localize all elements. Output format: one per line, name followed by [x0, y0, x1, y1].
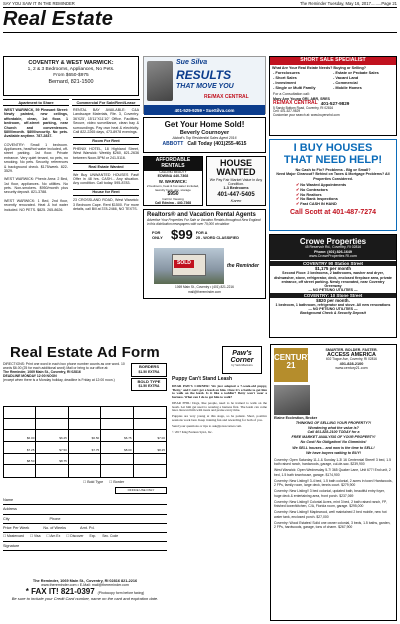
paws-body1: DEAR PAW'S CORNER: We just adopted a 7-week-old puppy, 'Betty,' and I can't get a leash on him. Once it's a battle to get him to walk on the leash. Is it like a toddler? Betty won't wear a harness. What can I do to get him to walk? — [172, 383, 267, 400]
sue-silva-ad — [143, 56, 266, 114]
realtors-title: Realtors® and Vacation Rental Agents — [147, 212, 256, 218]
room-for-rent-heading: Room For Rent — [73, 137, 139, 145]
short-sale-question: What Are Your Real Estate Needs? Buying or Selling? — [272, 65, 366, 70]
affordable-sub: CALLING BEAUTY — [159, 169, 187, 174]
buy-houses-q2: Need Major Cleanout? Behind on Taxes & Mortgage Problems? All Properties Considered. — [276, 172, 390, 181]
coventry-line1: 1, 2 & 3 Bedrooms, Appliances, No Pets. — [27, 67, 115, 73]
word-cell[interactable] — [101, 407, 133, 419]
affordable-title: AFFORDABLE RENTALS — [144, 157, 202, 171]
sold-sign: SOLD — [174, 260, 194, 268]
nocost-text: No Cost! No Obligation! No Gimmicks! — [300, 439, 367, 444]
beverly-headline: Get Your Home Sold! — [164, 120, 245, 129]
short-sale-office: Cell: 401-527-9829 — [273, 109, 301, 114]
word-cell[interactable] — [101, 419, 133, 431]
buy-houses-q: No Cash to Fix? Problems - Big or Small? — [295, 168, 371, 173]
crowe-pets2: — NO PETS/NO UTILITIES — — [308, 307, 358, 312]
results-tag: THAT MOVE YOU — [176, 83, 234, 90]
crowe-listing2: COVENTRY: 10 Stone Street — [270, 293, 396, 298]
list-item: - Short Sales — [273, 75, 297, 81]
crowe-phone: Phone: (401) 826-1649 — [314, 250, 352, 255]
broker-photo — [274, 385, 310, 415]
buy-houses-line2: THAT NEED HELP! — [283, 153, 383, 166]
word-cell[interactable] — [4, 430, 36, 442]
city-phone-row[interactable]: City Phone — [3, 515, 167, 524]
paws-logo — [222, 346, 262, 374]
buy-houses-list — [270, 181, 396, 210]
word-cell[interactable] — [36, 407, 68, 419]
address-field[interactable]: Address — [3, 505, 167, 514]
word-cell[interactable] — [4, 442, 36, 454]
house-wanted-name: Karen — [230, 197, 242, 203]
affordable-agent: EDWINA 440-7368 — [157, 174, 189, 179]
name-field[interactable]: Name — [3, 496, 167, 505]
crowe-price1: $1,175 per month — [314, 266, 352, 272]
beverly-sub: Abbott's Top Residential Sales Agent 2016 — [172, 135, 237, 140]
crowe-address: 45 Reservoir Rd., Coventry, RI 02816 — [304, 245, 362, 250]
short-sale-address: 5 Sandy Bottom Road, Coventry, RI 02816 — [273, 105, 334, 110]
border-checkbox[interactable]: ☐ Border — [109, 480, 125, 484]
list-item: - Investment — [273, 79, 296, 85]
paws-body2: DEAR PHIL: Dogs, like people, need to be trained to walk on the leash. Let him get used to wearing a harness first. The leash can come later. Reward him with treats and praise every time. — [172, 400, 267, 413]
check-icon: ✔ — [296, 187, 301, 192]
buy-houses-call: Call Scott at 401-487-7274 — [290, 209, 376, 217]
house-wanted-title: HOUSE WANTED — [216, 158, 256, 177]
classified-ad: 23 CROSSLAND ROAD, West Warwick: 3 Bedroom Cape. Rent $1500. For more details, call Bill at 378-2466, NO TEXTS. — [73, 198, 139, 212]
list-item: ✔ No Contractors — [296, 187, 328, 192]
form-footer-web: www.thereminder.com • E-Mail: mail@thereminder.com — [41, 583, 129, 588]
paws-title: Paw's Corner — [230, 350, 254, 364]
ad-form-accept: (except when there is a Monday holiday, deadline is Friday at 12:00 noon.) — [3, 377, 115, 382]
listing-item: Coventry: New Listing!! Colonial Acres, mint 3 bed, 2 bath raised ranch, FP, finished lower/kitchen, C/A, Florida room, garage. $295,000 — [274, 499, 387, 509]
listing-item: Coventry: New Listing!! 3-4 bed, 1.5 bath colonial, 2 acres in town! Hardwoods, 2 FPs, family room, large deck, tennis court. $279,900 — [274, 478, 393, 488]
page-title: Real Estate — [3, 8, 114, 30]
commercial-heading: Commercial For Sale/Rent/Lease — [72, 99, 140, 106]
paws-corner — [172, 346, 267, 621]
borders-option: BORDERS $1.50 EXTRA — [131, 363, 167, 377]
classified-ad: COVENTRY: Small 1 bedroom. Appliances, heat/hot water included, off-street parking. 1st floor. Private entrance. Very quiet tenant, no pets, no smoking. No pets. Security, references & background check. $175/week. 822-3529. — [4, 142, 68, 173]
header-left: SAY YOU SAW IT IN THE REMINDER — [3, 1, 75, 6]
list-item: ✔ No Wasted Appointments — [296, 182, 347, 187]
form-footer-address: The Reminder, 1069 Main St., Coventry, RI 02816 821-2216 — [32, 579, 138, 583]
crowe-detail2: 1 bedroom, 1 bathroom, refrigerator and stove. All new renovations — [275, 303, 391, 308]
list-item: ✔ Fast CASH IN HAND — [296, 202, 337, 207]
buy-houses-line1: I BUY HOUSES — [293, 142, 373, 154]
paws-body4: Send your questions or tips to ask@pawscorner.com. — [172, 423, 242, 428]
col2-ads — [73, 108, 139, 212]
word-cell[interactable] — [4, 454, 36, 466]
word-cell[interactable] — [4, 465, 36, 477]
word-cell[interactable] — [36, 430, 68, 442]
beverly-name: Beverly Cournoyer — [179, 130, 230, 137]
word-cell[interactable] — [101, 430, 133, 442]
house-wanted-ad — [206, 156, 266, 206]
house-wanted-line1: We Pay Fair Market Value in Any Condition. — [209, 178, 263, 187]
word-cell[interactable] — [101, 465, 133, 477]
crowe-web: www.CroweProperties RI.com — [309, 254, 357, 259]
affordable-rentals-ad — [143, 156, 203, 206]
century21-office: ACCESS AMERICA — [327, 352, 376, 359]
wonder-text: Wondering what the value is? — [308, 425, 359, 430]
crowe-price2: $820 per month. — [316, 298, 350, 304]
word-cell[interactable] — [134, 465, 166, 477]
realtors-words: 25 - WORD CLASSIFIED — [195, 235, 239, 240]
century21-logo: CENTURY 21 — [274, 348, 308, 382]
price-label: $6.00 — [26, 436, 35, 441]
check-icon: ✔ — [296, 192, 301, 197]
word-cell[interactable] — [4, 419, 36, 431]
bold-type-option: BOLD TYPE $1.50 EXTRA — [131, 378, 167, 392]
page-header — [3, 1, 397, 8]
crowe-bg: Background Check & Security Deposit — [300, 311, 366, 316]
list-item: - Vacant Land — [333, 75, 359, 81]
coventry-title: COVENTRY & WEST WARWICK: — [28, 60, 114, 66]
agent-name: Sue Silva — [176, 59, 208, 66]
buyers-text: We have buyers waiting to BUY! — [306, 451, 361, 456]
classified-ad: RENTAL BAY AVAILABLE: C&A Landscape Materials, Rte. 3, Coventry. 36'X25', 15'11"X11'10" Office. Facilities. Secure, video surveillance, clean bay & surroundings. Pay own heat & electricity. Call 822-2265 days, 473-8978 evenings. — [73, 108, 139, 134]
ad-form-directions: DIRECTIONS: Print one word in each box phone number counts as one word. 10 words $6.00 (25 for each additional word) Mail or bring to our office at: — [3, 362, 125, 371]
price-label: $8.75 — [59, 459, 67, 464]
century21-address: 602 Tiogue Ave, Coventry, RI 02816 — [326, 357, 377, 362]
price-label: $7.00 — [157, 436, 165, 441]
short-sale-heading: SHORT SALE SPECIALIST — [270, 57, 396, 65]
word-cell[interactable] — [4, 407, 36, 419]
agent-photo — [147, 61, 173, 101]
free-text: FREE MARKET ANALYSIS OF YOUR PROPERTY! — [291, 435, 376, 440]
classified-ad: We Buy UNWANTED HOUSES Fast! Offer in 48 hrs. CASH... Any situation. Any condition. Call today. 595-8783. — [73, 172, 139, 186]
list-item: - Commercial — [333, 79, 358, 85]
short-sale-list — [270, 71, 396, 91]
buy-houses-ad — [269, 139, 397, 231]
apartment-to-share-heading: Apartment to Share — [3, 99, 69, 106]
remax-logo: RE/MAX CENTRAL — [204, 94, 249, 100]
short-sale-ad — [269, 56, 397, 136]
price-label: $7.50 — [59, 447, 67, 452]
crowe-detail1: Second Floor: 2 bedrooms, 2 bathrooms, washer and dryer, dishwasher, stove, refrigerator, deck, enclosed fireplace area, private entrance, off street parking. Newly renovated, near Coventry Greenway — [274, 271, 392, 288]
century21-web: www.century21.com — [335, 366, 368, 371]
house-wanted-line2: 1-3 Bedrooms — [223, 186, 249, 191]
realtors-address: 1069 Main St., Coventry • (401) 821-2216 — [175, 285, 234, 289]
word-cell[interactable] — [69, 465, 101, 477]
crowe-ad — [269, 234, 397, 338]
word-cell[interactable] — [36, 419, 68, 431]
word-cell[interactable] — [69, 430, 101, 442]
check-icon: ✔ — [296, 202, 301, 207]
realtors-price: $99 — [171, 227, 193, 243]
beverly-phone: Call Today (401)255-4615 — [187, 141, 247, 148]
century21-listings — [271, 456, 396, 532]
thinking-text: THINKING OF SELLING YOUR PROPERTY?! — [295, 421, 372, 426]
list-item: ✔ No Realtors — [296, 192, 322, 197]
call-text: Call 401-828-2100 TODAY for a — [307, 430, 360, 435]
affordable-price: $950 — [167, 191, 179, 198]
coventry-line3: Bernard, 821-1500 — [48, 79, 94, 86]
coventry-line2: From $650-$975 — [53, 72, 89, 78]
word-cell[interactable] — [101, 454, 133, 466]
century21-phone: 401-828-2100 — [339, 362, 364, 366]
realtors-sub: Advertise Your Properties For Sale or Vacation Rentals throughout New England in this distribution newspapers with over 79,000 circulation — [147, 217, 261, 226]
realtors-for-only: FOR ONLY — [152, 230, 163, 240]
bold-type-checkbox[interactable]: ☐ Bold Type — [83, 480, 104, 484]
title-rule — [3, 32, 397, 33]
crowe-pets1: — NO PETS/NO UTILITIES — — [308, 287, 358, 292]
ad-form — [3, 344, 167, 621]
price-label: $7.25 — [26, 447, 35, 452]
classified-ad: WEST WARWICK, 59 Pleasant Street: Newly painted, new ceilings, affordable, clean, 1st floor, 1 bedroom, off-street parking, near Church and conveniences. $800/month. $800/security. No pets. Available anytime. 787-2837. — [4, 108, 68, 139]
short-sale-web: Customize your search at: www.buyersrhd.com — [273, 113, 340, 118]
abbott-logo: ABBOTT — [162, 141, 184, 148]
coventry-ad — [3, 56, 139, 96]
office-use-only: OFFICE USE ONLY — [115, 487, 167, 494]
word-cell[interactable] — [101, 442, 133, 454]
check-icon: ✔ — [296, 197, 301, 202]
word-cell[interactable] — [36, 465, 68, 477]
realtors-for-a: FOR A — [195, 231, 208, 236]
word-cell[interactable] — [134, 430, 166, 442]
real-estate-wanted-heading: Real Estate Wanted — [73, 163, 139, 171]
price-label: $6.50 — [91, 436, 100, 441]
price-label: $8.00 — [124, 447, 132, 452]
reminder-logo: the Reminder — [227, 263, 259, 269]
house-photo — [154, 248, 224, 284]
ad-form-title: Real Estate Ad Form — [10, 344, 160, 361]
fax-text: * FAX IT! 821-0397 — [25, 587, 95, 597]
word-cell[interactable] — [69, 407, 101, 419]
price-label: $8.25 — [157, 447, 165, 452]
header-right: The Reminder Tuesday, May 16, 2017.........Page 21 — [300, 1, 397, 6]
beverly-ad — [143, 117, 266, 153]
check-icon: ✔ — [296, 182, 301, 187]
affordable-w-title: W. WARWICK: — [158, 179, 188, 185]
consult-agent: Mary Ann Young GRI, ABR, SRES — [273, 96, 330, 101]
ad-form-address: The Reminder, 1069 Main St., Coventry, RI 02816 — [3, 370, 81, 375]
remax-central-logo: RE/MAX CENTRAL — [273, 99, 318, 106]
results-text: RESULTS — [176, 68, 232, 82]
word-cell[interactable] — [69, 419, 101, 431]
price-label: $7.75 — [91, 447, 100, 452]
house-for-rent-heading: House for Rent — [73, 189, 139, 197]
listing-item: Coventry: Wood Estates! Solid one owner colonial, 3 beds, 1.5 baths, garden, 2 FPs, hardwoods, garage, tons of charm. $267,900 — [274, 520, 391, 530]
sell-text: We SELL houses... and now is the time to SELL! — [292, 446, 375, 451]
price-label: $6.25 — [59, 436, 67, 441]
word-cell[interactable] — [69, 442, 101, 454]
word-cell[interactable] — [134, 454, 166, 466]
century21-tag: SMARTER. BOLDER. FASTER. — [325, 348, 378, 352]
word-cell[interactable] — [36, 454, 68, 466]
listing-item: Coventry: New Listing!! 3 bed colonial, updated bath, beautiful entry foyer, huge deck & entertaining area, front porch. $237,069 — [274, 489, 385, 498]
word-grid[interactable] — [3, 406, 167, 478]
affordable-w-line: 2 bedroom, heat & hot water included, laundry hook ups, storage — [146, 184, 200, 192]
agent-phone: 401-529-9259 • SueSilva.com — [144, 105, 265, 115]
paws-headline: Puppy Can't Stand Leash — [172, 376, 233, 382]
signature-field[interactable]: Signature — [3, 542, 167, 551]
listing-item: Coventry: Open Saturday 11-1 & Sunday 1-3! 16 Centennial Street! 3 bed, 1.5 bath raised ranch, hardwoods, garage, cul-de-sac. $239,900 — [274, 457, 391, 467]
crowe-listing1: COVENTRY 90 Station Street — [270, 261, 396, 266]
word-cell[interactable] — [134, 407, 166, 419]
realtors-email: mail@thereminder.com — [188, 290, 221, 294]
realtors-ad — [143, 209, 266, 299]
house-wanted-phone: 401-447-5405 — [217, 191, 255, 198]
word-cell[interactable] — [134, 442, 166, 454]
consult-cell: 401-527-9829 — [320, 101, 350, 107]
list-item: - Mobile Homes — [333, 84, 362, 90]
listing-item: West Warwick: Open Wednesday 5-7! 365 Quaker Lane, Unit 677! End unit, 2 bed, 1.5 bath townhouse, garage. $174,900 — [274, 468, 391, 477]
affordable-edwina: Call Edwina - 440-7368 — [154, 200, 192, 205]
ad-form-deadline: DEADLINE MONDAY 12:00 NOON — [3, 373, 57, 378]
listing-item: Coventry: New Listing!! Maplewood, well maintained 2 bed mobile, new hot water tank, enclosed porch. $27,000 — [274, 510, 387, 519]
left-column-ads — [4, 108, 68, 212]
price-row[interactable]: Price Per Week No. of Weeks Amt. Pd. — [3, 524, 167, 533]
broker-name: Elaine Ecclestion, Broker — [274, 416, 318, 420]
crowe-title: Crowe Properties — [299, 237, 367, 246]
price-label: $8.50 — [26, 459, 35, 464]
paws-copyright: © 2017 King Features Synd., Inc. — [172, 429, 213, 434]
word-cell[interactable] — [36, 442, 68, 454]
price-label: $6.75 — [124, 436, 132, 441]
word-cell[interactable] — [69, 454, 101, 466]
list-item: - Foreclosures — [273, 70, 300, 76]
list-item: ✔ No Bank Inspections — [296, 197, 338, 202]
word-cell[interactable] — [134, 419, 166, 431]
century21-ad — [270, 344, 397, 621]
form-footer-note: Be sure to include your Credit Card number, name on the card and expiration date. — [11, 595, 159, 601]
consult-text: For a Consultation call: — [273, 91, 310, 96]
fax-note: (Photocopy form before faxing) — [97, 591, 145, 596]
list-item: - Single or Multi Family — [273, 84, 316, 90]
paws-body3: Puppies are very young at this stage, so be patient. Short, positive sessions work best. Keep training fun and rewarding for both of you. — [172, 414, 267, 422]
paws-by: by Sam Mazzotta — [231, 363, 253, 367]
card-row[interactable]: ☐ Mastercard ☐ Visa ☐ Am Ex ☐ Discover Exp. Sec. Code — [3, 533, 167, 541]
classified-ad: PHENIX HOTEL, 18 Highland Street, West Warwick: Weekly $260, 821-2636 between Noon-5PM or 241-5116. — [73, 146, 139, 160]
classified-ad: WEST WARWICK: 1 Bed, 2nd floor, recently renovated. Heat & hot water included. NO PETS. $825. 265-8626. — [4, 198, 68, 212]
classified-ad: WEST WARWICK: Phenix Area: 2 Bed, 1st floor, appliances. No utilities. No pets. Non-smokers. $950/month plus security deposit. 821-3788. — [4, 177, 68, 195]
list-item: - Estate or Probate Sales — [333, 70, 379, 76]
affordable-call: Call for Viewing — [162, 196, 184, 201]
